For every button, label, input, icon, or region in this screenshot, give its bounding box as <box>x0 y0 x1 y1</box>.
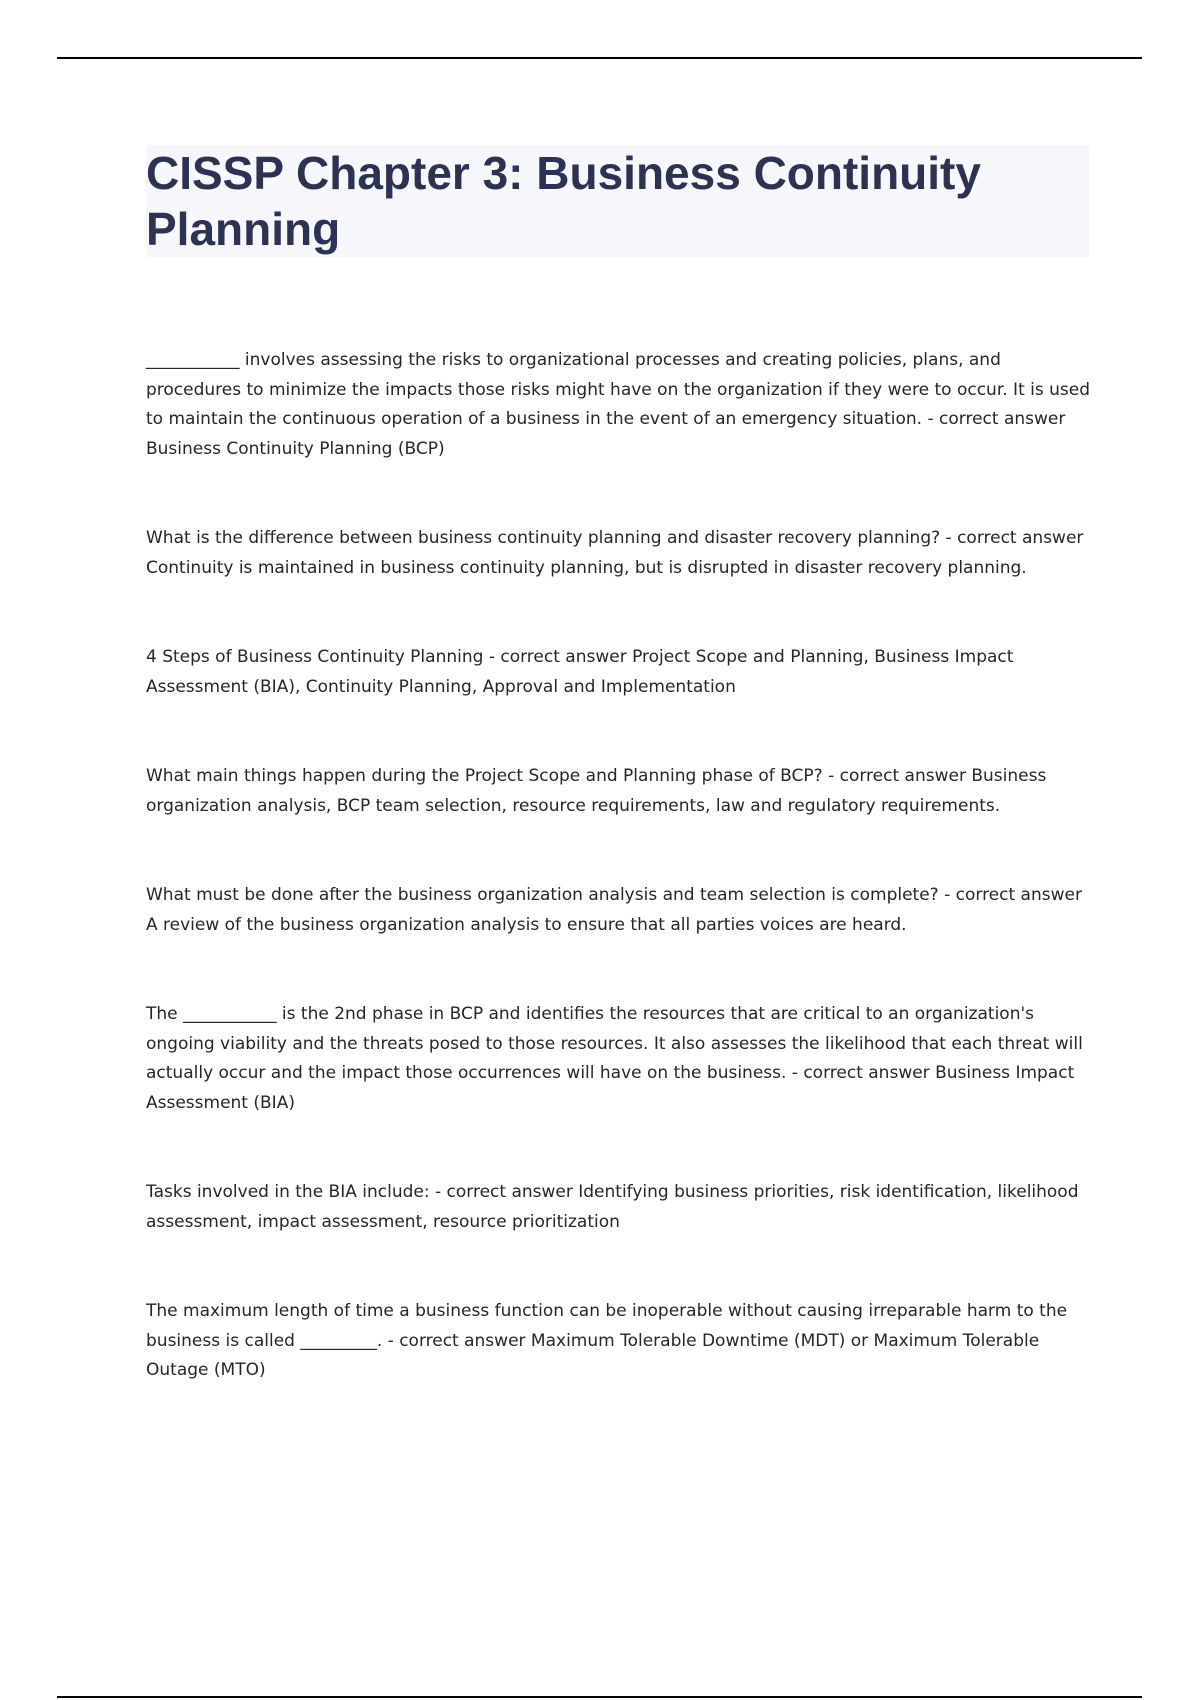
top-rule <box>57 57 1142 59</box>
qa-entry: What is the difference between business continuity planning and disaster recovery planning? - correct answer Continuity is maintained in business continuity planning, but is disrupted in disaster recovery planning. <box>146 528 1084 578</box>
bottom-rule <box>57 1696 1142 1698</box>
qa-entry: The ___________ is the 2nd phase in BCP and identifies the resources that are critical to an organization's ongoing viability and the threats posed to those resources. It also assesses the likelihood that each threat will actually occur and the impact those occurrences will have on the business. - correct answer Business Impact Assessment (BIA) <box>146 1004 1083 1113</box>
qa-entry: ___________ involves assessing the risks to organizational processes and creating policies, plans, and procedures to minimize the impacts those risks might have on the organization if they were to occur. It is used to maintain the continuous operation of a business in the event of an emergency situation. - correct answer Business Continuity Planning (BCP) <box>146 350 1090 459</box>
qa-entry: The maximum length of time a business function can be inoperable without causing irreparable harm to the business is called _________. - correct answer Maximum Tolerable Downtime (MDT) or Maximum Tolerable Outage (MTO) <box>146 1301 1068 1380</box>
qa-entry: What main things happen during the Project Scope and Planning phase of BCP? - correct answer Business organization analysis, BCP team selection, resource requirements, law and regulatory requirements. <box>146 766 1047 816</box>
document-title: CISSP Chapter 3: Business Continuity Planning <box>146 147 981 255</box>
qa-entry: 4 Steps of Business Continuity Planning - correct answer Project Scope and Planning, Business Impact Assessment (BIA), Continuity Planning, Approval and Implementation <box>146 647 1014 697</box>
qa-entry: What must be done after the business organization analysis and team selection is complete? - correct answer A review of the business organization analysis to ensure that all parties voices are heard. <box>146 885 1082 935</box>
qa-list <box>146 346 1091 1446</box>
qa-entry: Tasks involved in the BIA include: - correct answer Identifying business priorities, risk identification, likelihood assessment, impact assessment, resource prioritization <box>146 1182 1079 1232</box>
